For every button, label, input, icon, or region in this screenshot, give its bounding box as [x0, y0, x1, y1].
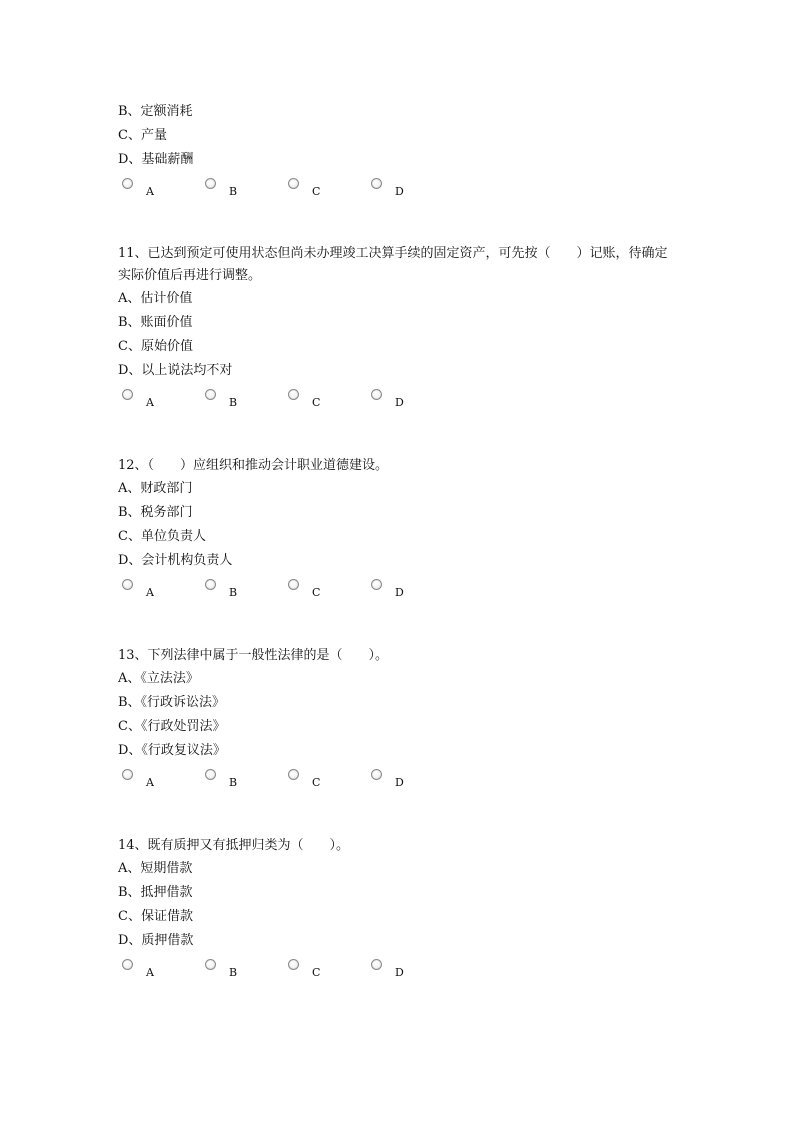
option-text: A、估计价值	[118, 291, 193, 306]
option-text: D、基础薪酬	[118, 152, 194, 167]
radio-button[interactable]	[205, 178, 216, 189]
question-stem: 12、（ ）应组织和推动会计职业道德建设。	[118, 458, 389, 473]
radio-button[interactable]	[371, 959, 382, 970]
question-stem: 13、下列法律中属于一般性法律的是（ ）。	[118, 648, 389, 663]
question-11	[118, 243, 678, 415]
option-text: C、单位负责人	[118, 529, 206, 544]
answer-radio-group	[118, 769, 678, 795]
radio-label: D	[395, 185, 404, 198]
radio-label: D	[395, 586, 404, 599]
radio-label: B	[229, 966, 238, 979]
radio-label: B	[229, 185, 238, 198]
radio-button[interactable]	[371, 769, 382, 780]
radio-option-c[interactable]	[288, 579, 358, 605]
question-12	[118, 455, 678, 605]
radio-button[interactable]	[288, 769, 299, 780]
radio-option-d[interactable]	[371, 769, 441, 795]
question-14	[118, 835, 678, 985]
radio-button[interactable]	[205, 769, 216, 780]
radio-option-c[interactable]	[288, 769, 358, 795]
radio-button[interactable]	[371, 579, 382, 590]
option-text: D、《行政复议法》	[118, 743, 226, 758]
option-text: B、税务部门	[118, 505, 193, 520]
question-stem: 14、既有质押又有抵押归类为（ ）。	[118, 838, 350, 853]
radio-option-c[interactable]	[288, 178, 358, 204]
radio-option-a[interactable]	[122, 579, 192, 605]
radio-button[interactable]	[288, 959, 299, 970]
option-text: B、抵押借款	[118, 885, 193, 900]
radio-label: D	[395, 966, 404, 979]
option-text: A、《立法法》	[118, 671, 199, 686]
question-stem: 11、已达到预定可使用状态但尚未办理竣工决算手续的固定资产，可先按（ ）记账，待确定实际价值后再进行调整。	[118, 246, 668, 283]
option-text: C、《行政处罚法》	[118, 719, 226, 734]
radio-button[interactable]	[122, 959, 133, 970]
answer-radio-group	[118, 959, 678, 985]
option-text: A、财政部门	[118, 481, 193, 496]
option-text: B、《行政诉讼法》	[118, 695, 226, 710]
option-text: C、产量	[118, 128, 167, 143]
option-text: C、原始价值	[118, 339, 193, 354]
radio-option-c[interactable]	[288, 389, 358, 415]
radio-label: C	[312, 966, 321, 979]
radio-label: D	[395, 776, 404, 789]
radio-label: A	[146, 586, 154, 599]
radio-button[interactable]	[122, 769, 133, 780]
radio-label: C	[312, 396, 321, 409]
option-text: C、保证借款	[118, 909, 193, 924]
radio-label: B	[229, 396, 238, 409]
option-text: D、质押借款	[118, 933, 194, 948]
radio-option-b[interactable]	[205, 959, 275, 985]
answer-radio-group	[118, 389, 678, 415]
radio-option-a[interactable]	[122, 769, 192, 795]
option-text: A、短期借款	[118, 861, 193, 876]
question-fragment	[118, 100, 678, 204]
radio-button[interactable]	[122, 579, 133, 590]
radio-option-d[interactable]	[371, 389, 441, 415]
radio-button[interactable]	[205, 389, 216, 400]
radio-option-d[interactable]	[371, 579, 441, 605]
radio-label: B	[229, 586, 238, 599]
answer-radio-group	[118, 579, 678, 605]
radio-option-b[interactable]	[205, 579, 275, 605]
radio-label: C	[312, 776, 321, 789]
radio-label: C	[312, 185, 321, 198]
radio-option-c[interactable]	[288, 959, 358, 985]
radio-button[interactable]	[371, 178, 382, 189]
question-13	[118, 645, 678, 795]
option-text: D、以上说法均不对	[118, 363, 233, 378]
radio-label: A	[146, 396, 154, 409]
option-text: D、会计机构负责人	[118, 553, 233, 568]
radio-button[interactable]	[288, 579, 299, 590]
radio-option-a[interactable]	[122, 959, 192, 985]
radio-label: A	[146, 966, 154, 979]
radio-option-d[interactable]	[371, 959, 441, 985]
radio-button[interactable]	[205, 959, 216, 970]
radio-label: A	[146, 776, 154, 789]
radio-button[interactable]	[122, 389, 133, 400]
radio-button[interactable]	[205, 579, 216, 590]
radio-option-b[interactable]	[205, 389, 275, 415]
radio-option-b[interactable]	[205, 769, 275, 795]
radio-label: D	[395, 396, 404, 409]
option-text: B、定额消耗	[118, 104, 193, 119]
radio-button[interactable]	[371, 389, 382, 400]
radio-button[interactable]	[122, 178, 133, 189]
radio-button[interactable]	[288, 178, 299, 189]
radio-label: A	[146, 185, 154, 198]
radio-label: B	[229, 776, 238, 789]
option-text: B、账面价值	[118, 315, 193, 330]
radio-option-d[interactable]	[371, 178, 441, 204]
radio-option-a[interactable]	[122, 178, 192, 204]
radio-option-a[interactable]	[122, 389, 192, 415]
radio-label: C	[312, 586, 321, 599]
radio-button[interactable]	[288, 389, 299, 400]
radio-option-b[interactable]	[205, 178, 275, 204]
answer-radio-group	[118, 178, 678, 204]
